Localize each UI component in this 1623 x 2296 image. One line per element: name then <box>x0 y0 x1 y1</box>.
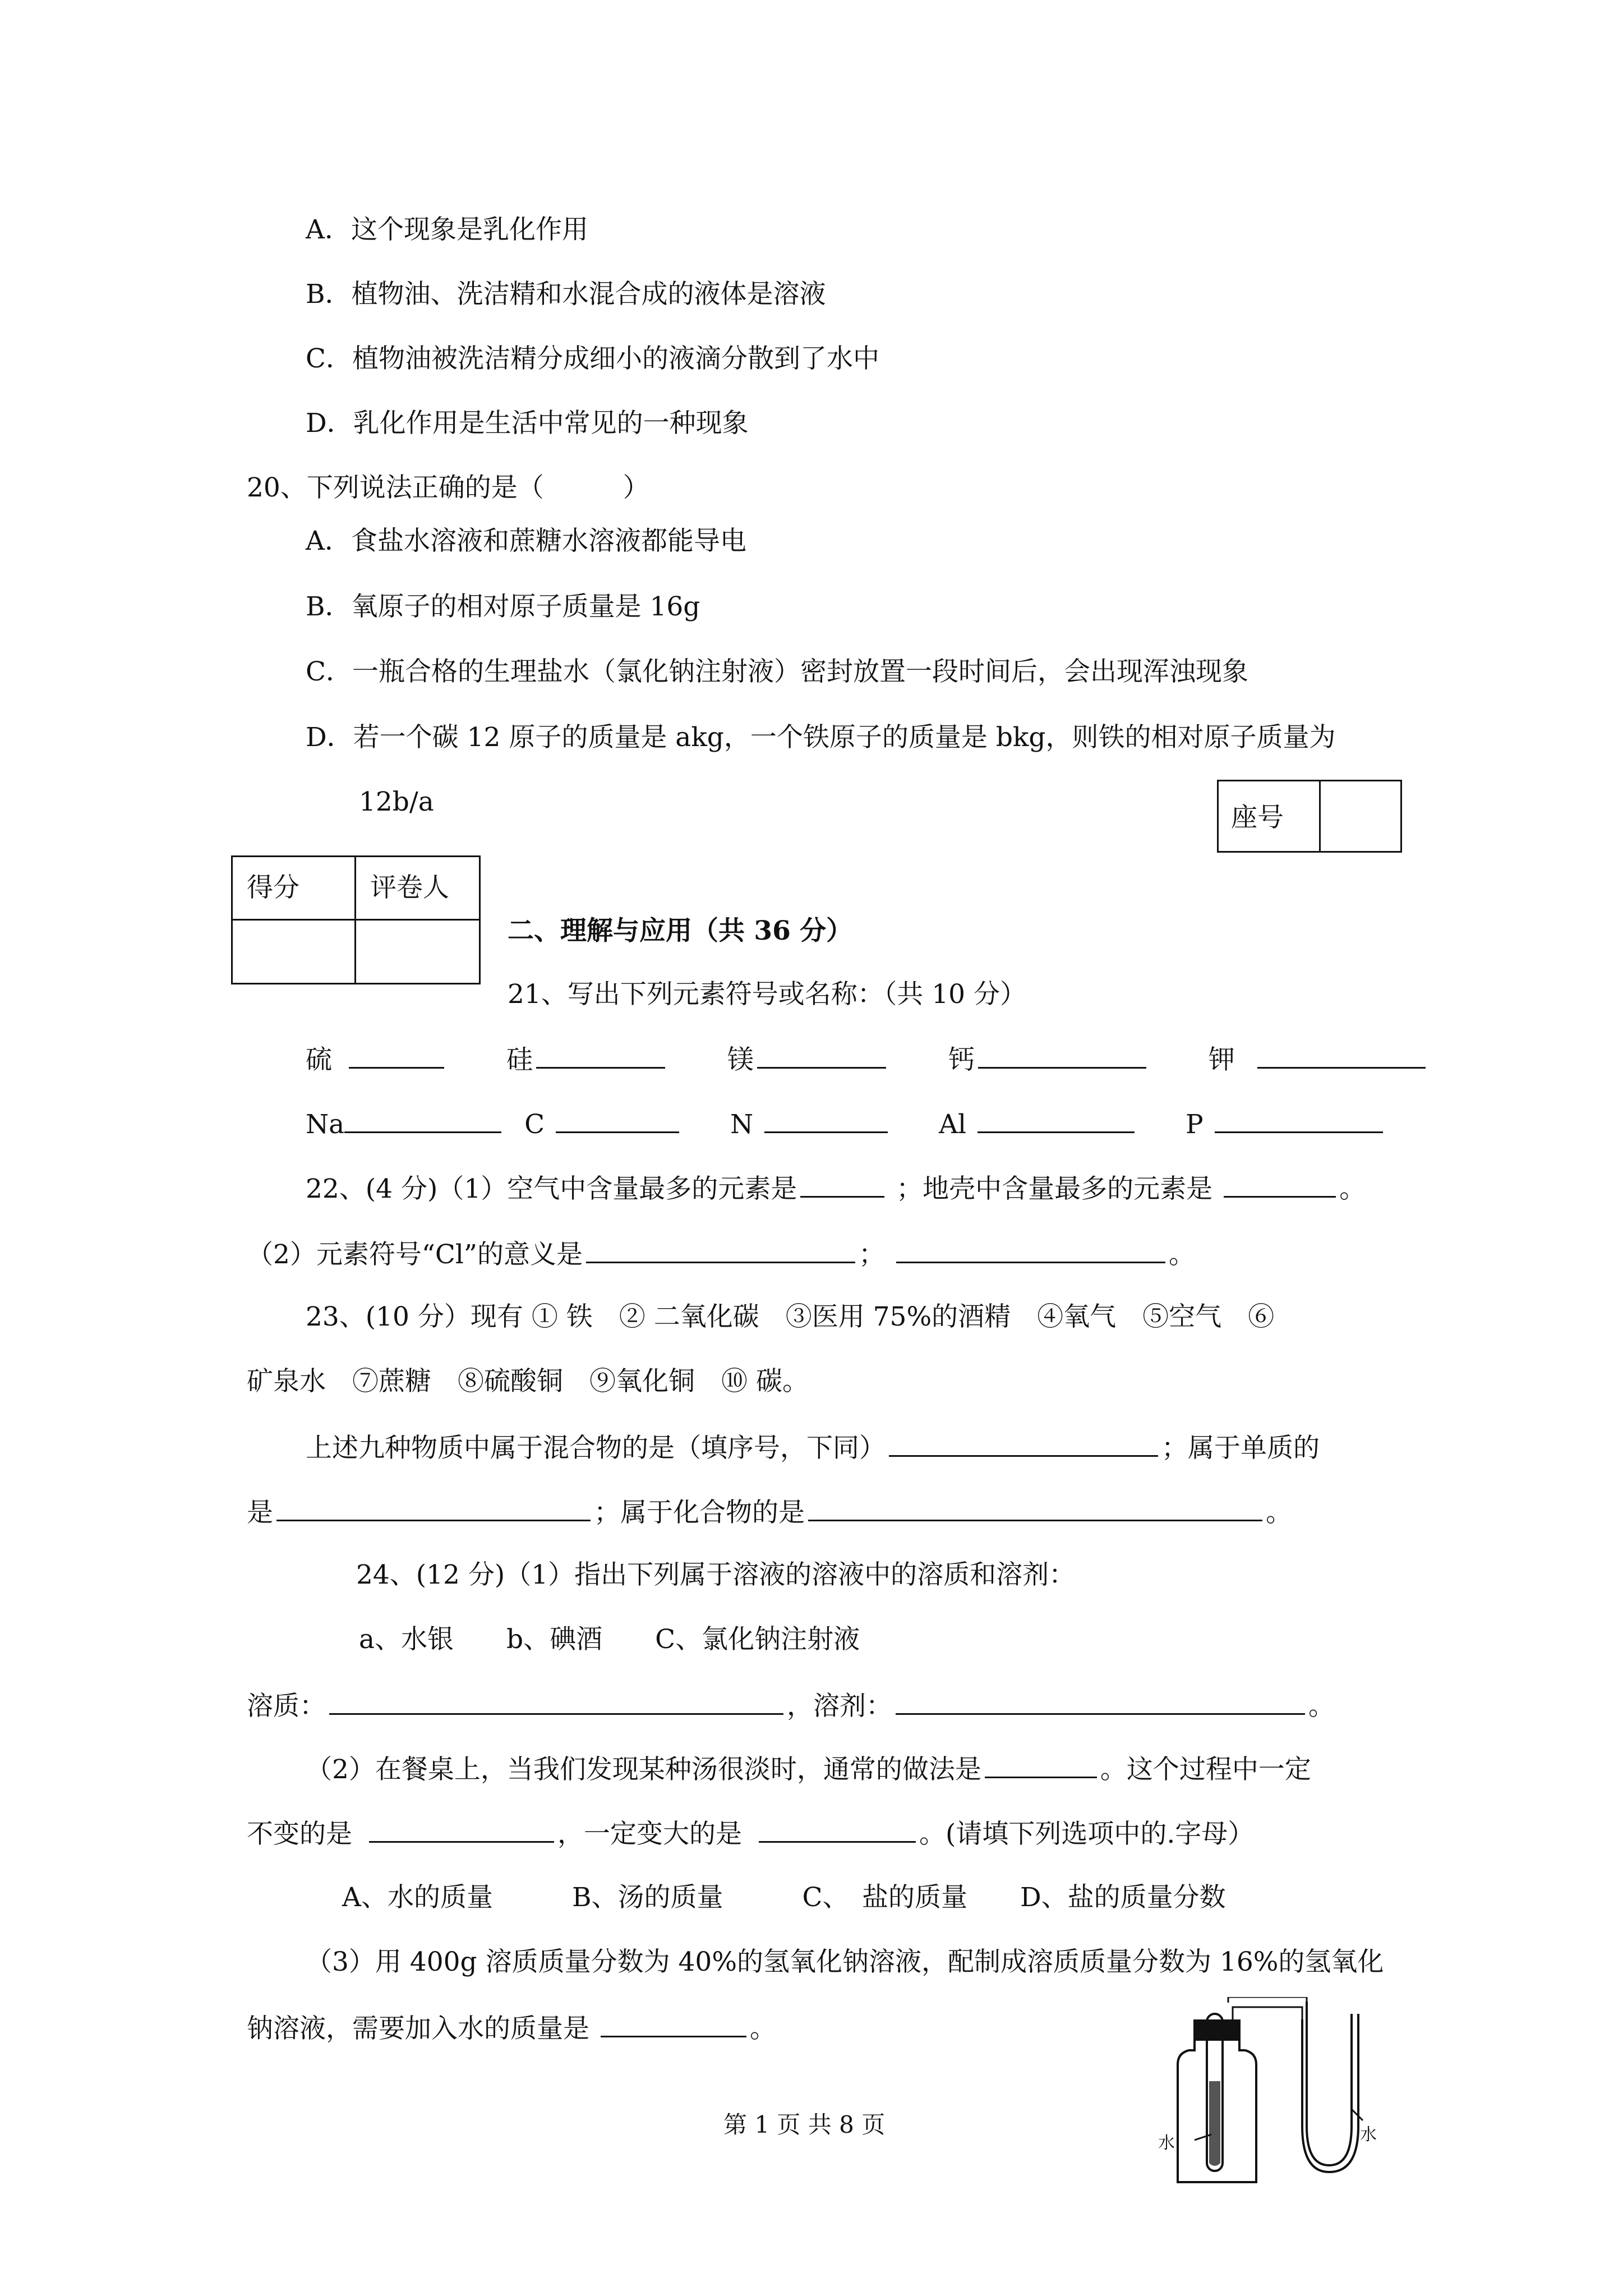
q24-items: a、水银 b、碘酒 C、氯化钠注射液 <box>359 1624 860 1655</box>
apparatus-figure <box>1138 1997 1385 2188</box>
q20-option-c: C．一瓶合格的生理盐水（氯化钠注射液）密封放置一段时间后，会出现浑浊现象 <box>306 656 1248 687</box>
q24-part2-line-1: （2）在餐桌上，当我们发现某种汤很淡时，通常的做法是 。这个过程中一定 <box>306 1752 1311 1787</box>
q20-option-b: B．氧原子的相对原子质量是 16g <box>306 591 700 622</box>
tube-liquid <box>1209 2081 1220 2166</box>
q24-solute-solvent-line: 溶质： ，溶剂： 。 <box>247 1688 1335 1723</box>
q23-line-4: 是 ；属于化合物的是 。 <box>247 1495 1292 1530</box>
seat-box-divider <box>1319 780 1321 853</box>
section-2-title: 二、理解与应用（共 36 分） <box>508 915 853 946</box>
q24-part3-line-1: （3）用 400g 溶质质量分数为 40%的氢氧化钠溶液，配制成溶质质量分数为 16%的氢氧化 <box>306 1947 1384 1977</box>
q21-stem: 21、写出下列元素符号或名称：（共 10 分） <box>508 979 1026 1010</box>
q24-stem: 24、(12 分)（1）指出下列属于溶液的溶液中的溶质和溶剂： <box>356 1559 1076 1590</box>
q21-row2-item: Na C N Al P <box>306 1107 1386 1142</box>
q19-option-c: C．植物油被洗洁精分成细小的液滴分散到了水中 <box>306 343 879 374</box>
q21-row1-item: 硫 硅 镁 钙 钾 <box>306 1042 1429 1077</box>
q19-option-d: D．乳化作用是生活中常见的一种现象 <box>306 408 749 439</box>
q19-option-b: B．植物油、洗洁精和水混合成的液体是溶液 <box>306 279 826 310</box>
score-table-hline <box>231 919 481 921</box>
q20-option-d: D．若一个碳 12 原子的质量是 akg，一个铁原子的质量是 bkg，则铁的相对原子质量为 <box>306 722 1336 753</box>
q20-stem: 20、下列说法正确的是（ ） <box>247 472 649 503</box>
q20-option-a: A．食盐水溶液和蔗糖水溶液都能导电 <box>306 526 746 556</box>
stopper <box>1193 2019 1241 2041</box>
q24-part2-line-2: 不变的是 ，一定变大的是 。(请填下列选项中的.字母） <box>247 1816 1254 1851</box>
q23-line-2: 矿泉水 ⑦蔗糖 ⑧硫酸铜 ⑨氧化铜 ⑩ 碳。 <box>247 1366 809 1397</box>
page-footer: 第 1 页 共 8 页 <box>723 2111 886 2138</box>
figure-label-right: 水 <box>1360 2125 1377 2145</box>
q22-line-2: （2）元素符号“Cl”的意义是 ； 。 <box>247 1237 1195 1272</box>
u-tube <box>1307 2001 1352 2165</box>
figure-label-left: 水 <box>1158 2133 1175 2153</box>
score-table-header-grader: 评卷人 <box>370 872 449 903</box>
q23-line-1: 23、(10 分）现有 ① 铁 ② 二氧化碳 ③医用 75%的酒精 ④氧气 ⑤空气 ⑥ <box>306 1301 1275 1332</box>
q24-part2-options: A、水的质量 B、汤的质量 C、 盐的质量 D、盐的质量分数 <box>342 1882 1226 1913</box>
seat-number-label: 座号 <box>1231 802 1284 833</box>
q24-part3-line-2: 钠溶液，需要加入水的质量是 。 <box>247 2011 776 2046</box>
score-table-header-score: 得分 <box>247 872 299 903</box>
q23-line-3: 上述九种物质中属于混合物的是（填序号，下同） ；属于单质的 <box>306 1430 1320 1465</box>
q22-line-1: 22、(4 分)（1）空气中含量最多的元素是 ；地壳中含量最多的元素是 。 <box>306 1171 1366 1206</box>
q20-option-d-continued: 12b/a <box>359 786 434 817</box>
q19-option-a: A．这个现象是乳化作用 <box>306 214 588 245</box>
